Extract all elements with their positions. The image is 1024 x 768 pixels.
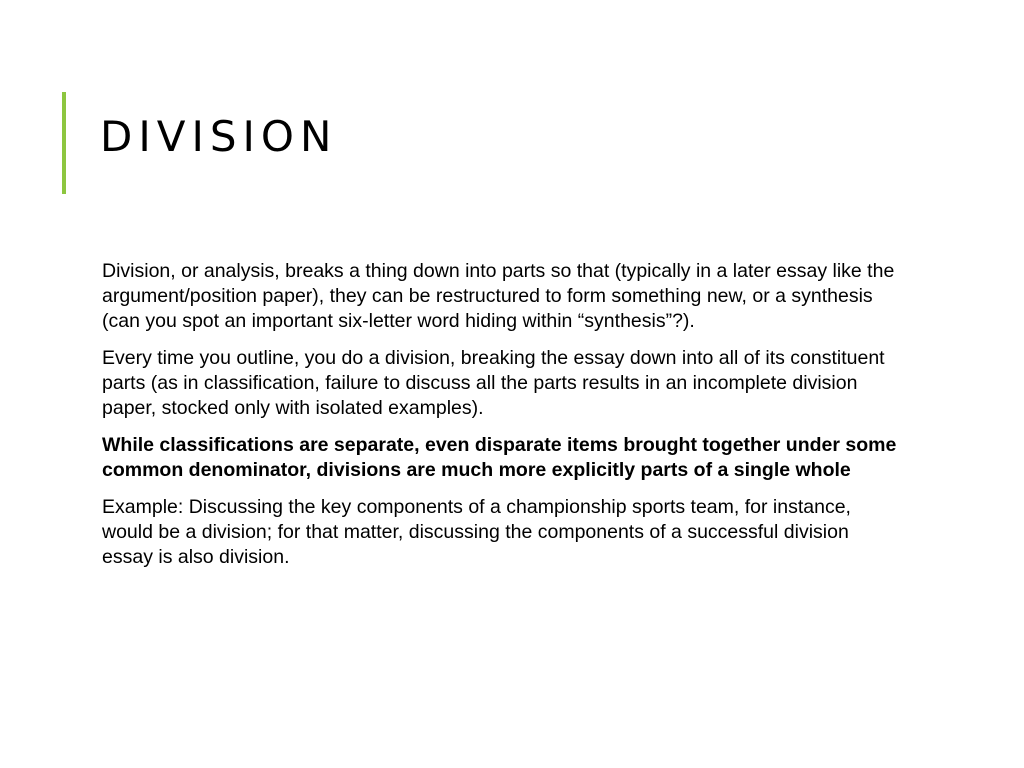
paragraph-definition: Division, or analysis, breaks a thing down into parts so that (typically in a later essay like the argument/position paper), they can be restructured to form something new, or a synthesis (can you spot an important six-letter word hiding within “synthesis”?). bbox=[102, 260, 895, 332]
slide-body bbox=[102, 259, 902, 582]
paragraph-comparison: While classifications are separate, even disparate items brought together under some common denominator, divisions are much more explicitly parts of a single whole bbox=[102, 434, 897, 481]
title-accent-bar bbox=[62, 92, 66, 194]
paragraph-outline: Every time you outline, you do a division, breaking the essay down into all of its constituent parts (as in classification, failure to discuss all the parts results in an incomplete division paper, stocked only with isolated examples). bbox=[102, 347, 885, 419]
slide-title: DIVISION bbox=[100, 112, 338, 161]
paragraph-example: Example: Discussing the key components of a championship sports team, for instance, would be a division; for that matter, discussing the components of a successful division essay is also division. bbox=[102, 496, 851, 568]
